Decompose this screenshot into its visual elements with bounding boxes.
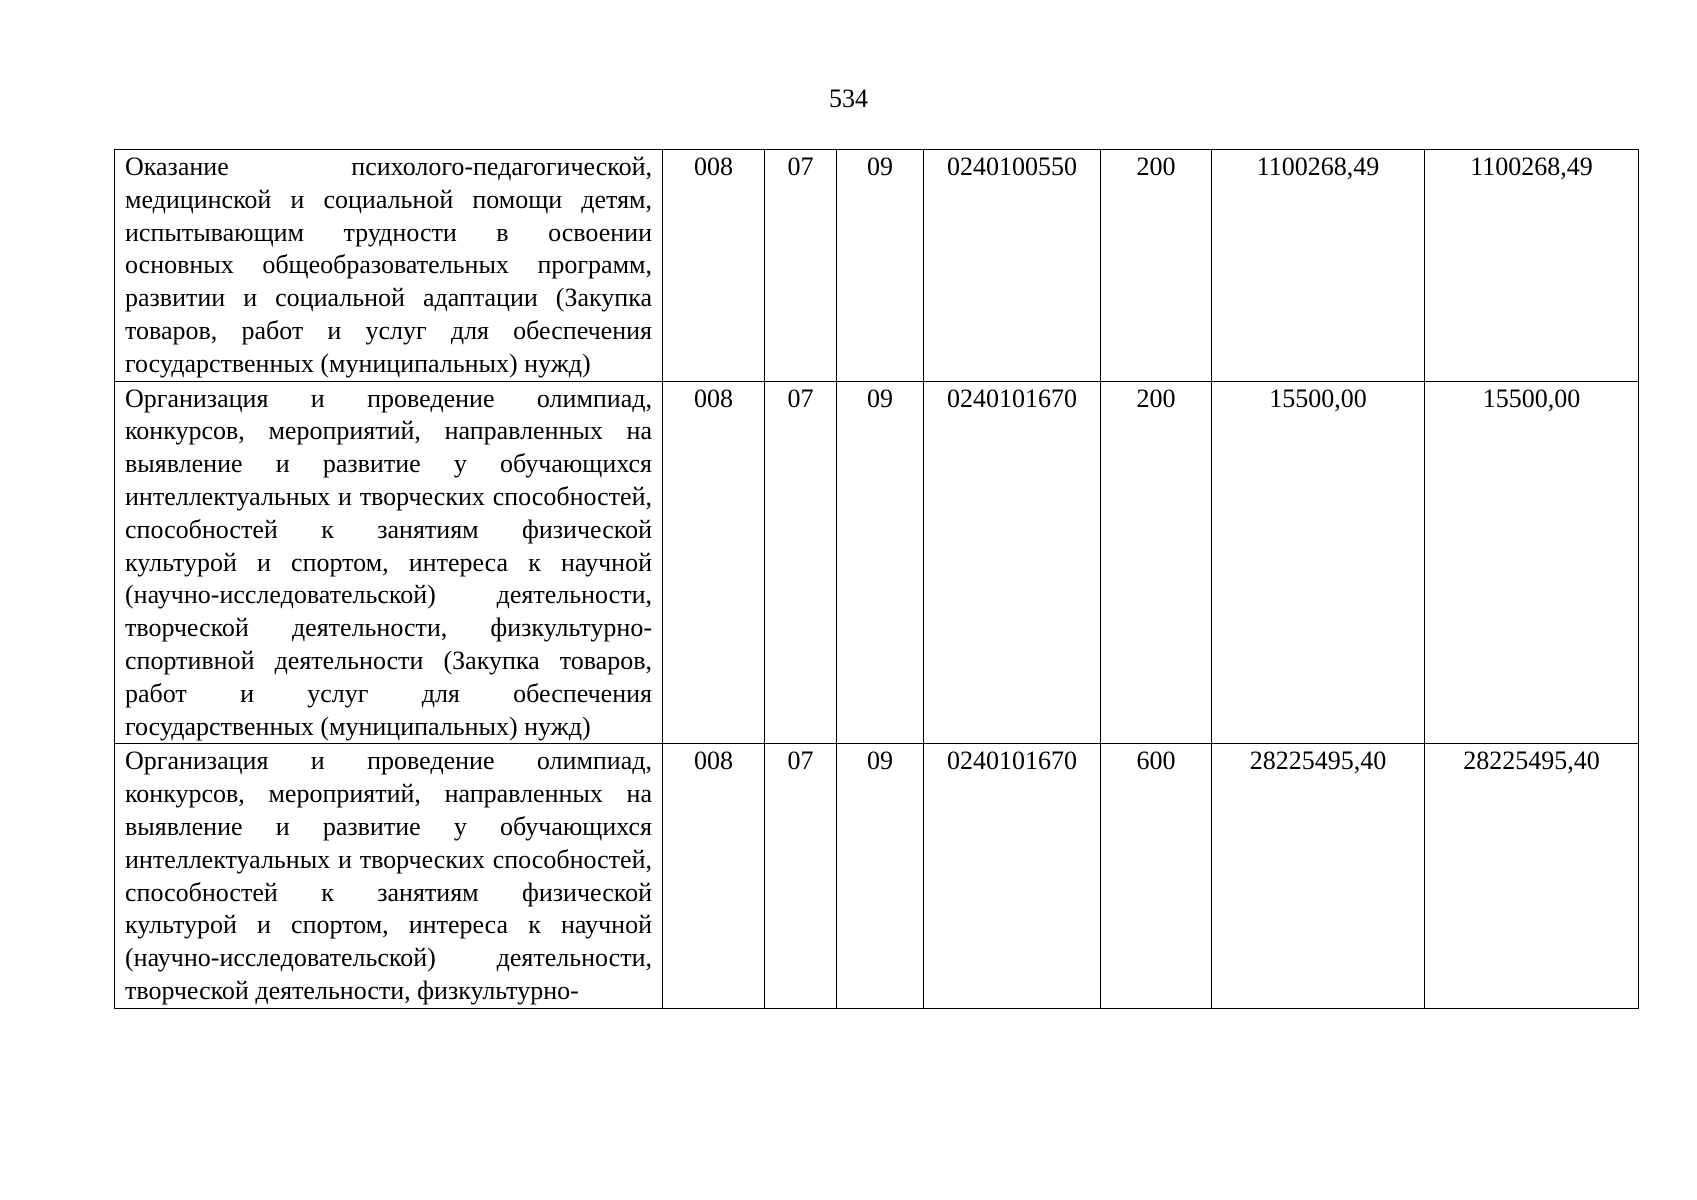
amount-2: 15500,00 [1425,381,1639,744]
amount-1: 28225495,40 [1212,744,1425,1008]
subsection-code: 09 [837,381,924,744]
subsection-code: 09 [837,150,924,382]
target-article-code: 0240100550 [924,150,1101,382]
row-description: Оказание психолого-педагогической, медицинской и социальной помощи детям, испытывающим трудности в освоении основных общеобразовательных программ, развитии и социальной адаптации (Закупка товаров, работ и услуг для обеспечения государственных (муниципальных) нужд) [115,150,663,382]
amount-1: 15500,00 [1212,381,1425,744]
section-code: 07 [765,150,837,382]
expense-type-code: 600 [1101,744,1212,1008]
row-description: Организация и проведение олимпиад, конкурсов, мероприятий, направленных на выявление и развитие у обучающихся интеллектуальных и творческих способностей, способностей к занятиям физической культурой и спортом, интереса к научной (научно-исследовательской) деятельности, творческой деятельности, физкультурно- [115,744,663,1008]
budget-table [114,149,1639,1009]
amount-2: 28225495,40 [1425,744,1639,1008]
ministry-code: 008 [663,744,765,1008]
amount-1: 1100268,49 [1212,150,1425,382]
section-code: 07 [765,744,837,1008]
row-description: Организация и проведение олимпиад, конкурсов, мероприятий, направленных на выявление и развитие у обучающихся интеллектуальных и творческих способностей, способностей к занятиям физической культурой и спортом, интереса к научной (научно-исследовательской) деятельности, творческой деятельности, физкультурно-спортивной деятельности (Закупка товаров, работ и услуг для обеспечения государственных (муниципальных) нужд) [115,381,663,744]
page-number: 534 [829,84,868,113]
subsection-code: 09 [837,744,924,1008]
table-row [115,381,1639,744]
expense-type-code: 200 [1101,150,1212,382]
section-code: 07 [765,381,837,744]
expense-type-code: 200 [1101,381,1212,744]
target-article-code: 0240101670 [924,381,1101,744]
table-row [115,744,1639,1008]
table-row [115,150,1639,382]
ministry-code: 008 [663,381,765,744]
target-article-code: 0240101670 [924,744,1101,1008]
amount-2: 1100268,49 [1425,150,1639,382]
ministry-code: 008 [663,150,765,382]
